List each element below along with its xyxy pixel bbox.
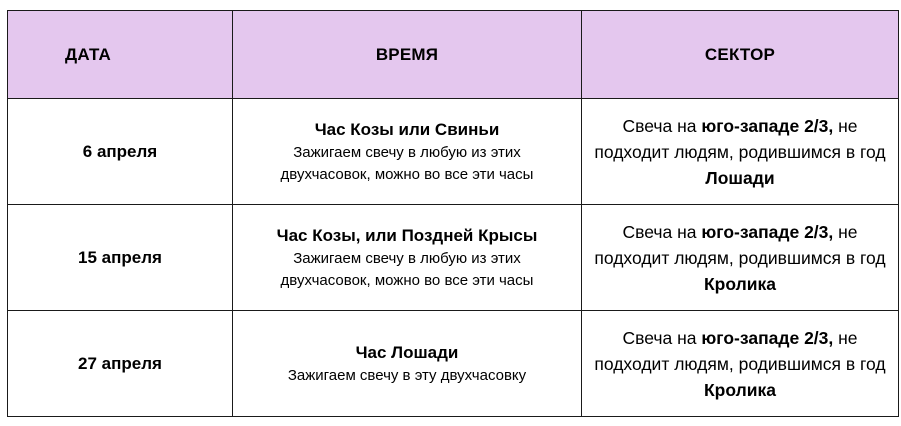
table-row bbox=[8, 205, 899, 311]
sector-middle: не подходит людям, родившимся в год bbox=[594, 327, 886, 374]
header-row bbox=[8, 11, 899, 99]
sector-cell bbox=[582, 311, 899, 417]
date-cell: 6 апреля bbox=[8, 99, 233, 205]
time-description: Зажигаем свечу в эту двухчасовку bbox=[287, 367, 527, 384]
table-body bbox=[8, 99, 899, 417]
sector-animal: Кролика bbox=[704, 273, 776, 294]
sector-cell bbox=[582, 205, 899, 311]
header-time: ВРЕМЯ bbox=[233, 11, 582, 99]
sector-middle: не подходит людям, родившимся в год bbox=[594, 221, 886, 268]
header-sector: СЕКТОР bbox=[582, 11, 899, 99]
sector-direction: юго-западе 2/3, bbox=[701, 115, 834, 136]
sector-direction: юго-западе 2/3, bbox=[701, 221, 834, 242]
date-cell: 15 апреля bbox=[8, 205, 233, 311]
sector-animal: Лошади bbox=[705, 167, 775, 188]
time-description: Зажигаем свечу в любую из этих двухчасовок, можно во все эти часы bbox=[280, 250, 534, 289]
time-title: Час Козы, или Поздней Крысы bbox=[276, 226, 538, 245]
sector-middle: не подходит людям, родившимся в год bbox=[594, 115, 886, 162]
table-row bbox=[8, 99, 899, 205]
sector-cell bbox=[582, 99, 899, 205]
time-cell bbox=[233, 99, 582, 205]
time-cell bbox=[233, 311, 582, 417]
table-row bbox=[8, 311, 899, 417]
header-date: ДАТА bbox=[8, 11, 233, 99]
time-cell bbox=[233, 205, 582, 311]
sector-direction: юго-западе 2/3, bbox=[701, 327, 834, 348]
table-header bbox=[8, 11, 899, 99]
sector-prefix: Свеча на bbox=[622, 221, 702, 242]
time-title: Час Козы или Свиньи bbox=[314, 120, 500, 139]
sector-animal: Кролика bbox=[704, 379, 776, 400]
schedule-table bbox=[7, 10, 899, 417]
sector-prefix: Свеча на bbox=[622, 115, 702, 136]
date-cell: 27 апреля bbox=[8, 311, 233, 417]
time-description: Зажигаем свечу в любую из этих двухчасовок, можно во все эти часы bbox=[280, 144, 534, 183]
sector-prefix: Свеча на bbox=[622, 327, 702, 348]
time-title: Час Лошади bbox=[355, 343, 459, 362]
